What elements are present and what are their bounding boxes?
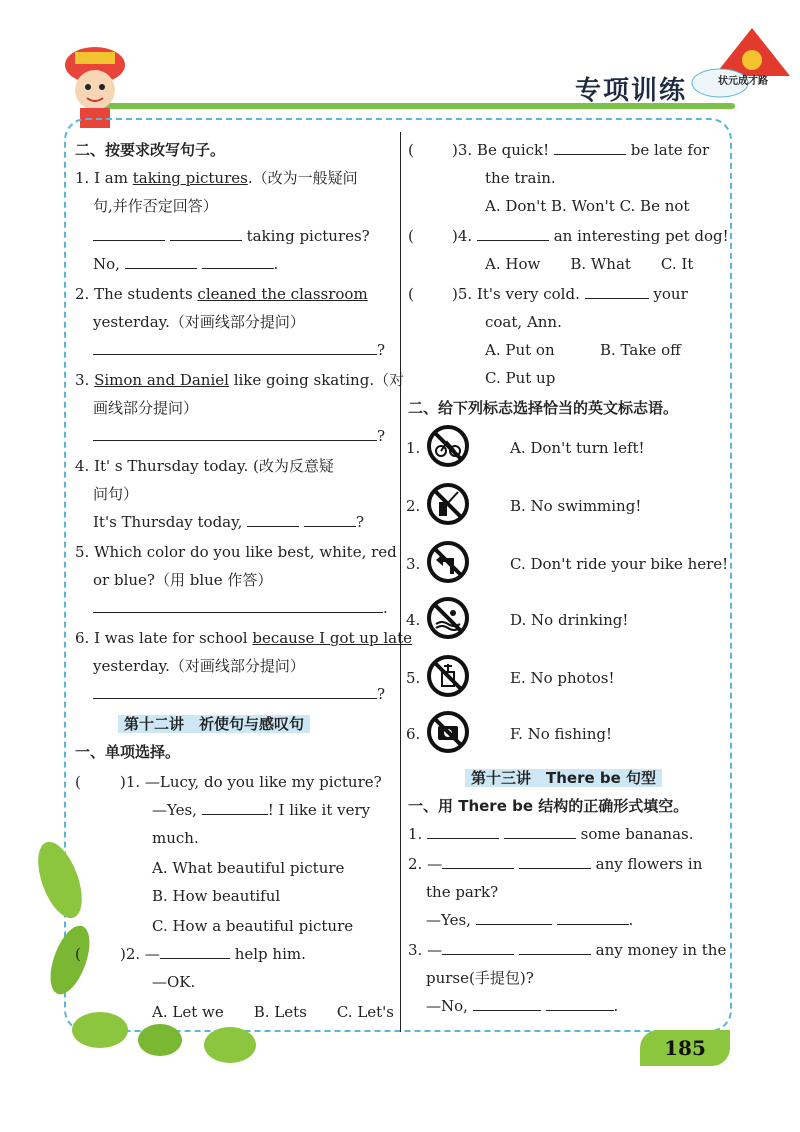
lesson12-banner: 第十二讲 祈使句与感叹句 bbox=[118, 710, 310, 738]
sign-number: 4. bbox=[406, 611, 421, 629]
mc3-question: )3. Be quick! be late for bbox=[452, 136, 709, 164]
fill2-answer: —Yes, . bbox=[426, 906, 633, 934]
blank[interactable] bbox=[93, 424, 377, 441]
q6-line2: yesterday.（对画线部分提问） bbox=[93, 657, 305, 675]
blank[interactable] bbox=[442, 938, 514, 955]
q5-line2: or blue?（用 blue 作答） bbox=[93, 571, 273, 589]
mc1-line3: much. bbox=[152, 829, 199, 847]
no-photos-sign-icon bbox=[426, 710, 470, 754]
mc5-question: )5. It's very cold. your bbox=[452, 280, 688, 308]
blank[interactable] bbox=[554, 138, 626, 155]
lesson13-banner: 第十三讲 There be 句型 bbox=[465, 764, 662, 792]
fill3-line2: purse(手提包)? bbox=[426, 969, 534, 987]
mc4-options[interactable]: A. How B. What C. It bbox=[485, 255, 694, 273]
q2-line2: yesterday.（对画线部分提问） bbox=[93, 313, 305, 331]
logo-text: 状元成才路 bbox=[718, 76, 768, 87]
blank[interactable] bbox=[473, 994, 541, 1011]
sign-number: 2. bbox=[406, 497, 421, 515]
fill3: 3. — any money in the bbox=[408, 936, 726, 964]
blank[interactable] bbox=[519, 852, 591, 869]
page-header-title: 专项训练 bbox=[575, 76, 688, 106]
sign-number: 5. bbox=[406, 669, 421, 687]
mc2-options[interactable]: A. Let we B. Lets C. Let's bbox=[152, 1003, 395, 1021]
q6-answer: ? bbox=[93, 680, 385, 708]
q5-answer: . bbox=[93, 594, 388, 622]
sign-number: 3. bbox=[406, 555, 421, 573]
mc4-paren: ( bbox=[408, 227, 414, 245]
blank[interactable] bbox=[125, 252, 197, 269]
sign-label: E. No photos! bbox=[510, 669, 615, 687]
right-section2-title: 二、给下列标志选择恰当的英文标志语。 bbox=[408, 399, 679, 417]
mascot-illustration bbox=[55, 40, 135, 130]
no-fishing-sign-icon bbox=[426, 482, 470, 526]
blank[interactable] bbox=[93, 338, 377, 355]
mc5-line2: coat, Ann. bbox=[485, 313, 562, 331]
mc2-line2: —OK. bbox=[152, 973, 196, 991]
fill2: 2. — any flowers in bbox=[408, 850, 702, 878]
fill1: 1. some bananas. bbox=[408, 820, 693, 848]
mc1-option-c[interactable]: C. How a beautiful picture bbox=[152, 917, 354, 935]
sign-label: F. No fishing! bbox=[510, 725, 612, 743]
q1-answer1: taking pictures? bbox=[93, 222, 370, 250]
blank[interactable] bbox=[427, 822, 499, 839]
blank[interactable] bbox=[202, 798, 268, 815]
blank[interactable] bbox=[477, 224, 549, 241]
q4-line2: 问句） bbox=[93, 485, 139, 503]
blank[interactable] bbox=[585, 282, 649, 299]
q3-line2: 画线部分提问） bbox=[93, 399, 199, 417]
blank[interactable] bbox=[557, 908, 629, 925]
mc5-option-c[interactable]: C. Put up bbox=[485, 369, 556, 387]
fill3-answer: —No, . bbox=[426, 992, 618, 1020]
q3-line1: 3. Simon and Daniel like going skating.（对 bbox=[75, 371, 405, 389]
blank[interactable] bbox=[202, 252, 274, 269]
q1-line2: 句,并作否定回答） bbox=[93, 197, 218, 215]
blank[interactable] bbox=[93, 596, 383, 613]
mc4-question: )4. an interesting pet dog! bbox=[452, 222, 729, 250]
q1-line1: 1. I am taking pictures.（改为一般疑问 bbox=[75, 169, 358, 187]
mc1-paren: ( bbox=[75, 773, 81, 791]
sign-number: 1. bbox=[406, 439, 421, 457]
blank[interactable] bbox=[546, 994, 614, 1011]
blank[interactable] bbox=[160, 942, 230, 959]
blank[interactable] bbox=[170, 224, 242, 241]
no-drinking-sign-icon bbox=[426, 654, 470, 698]
blank[interactable] bbox=[504, 822, 576, 839]
q2-line1: 2. The students cleaned the classroom bbox=[75, 285, 368, 303]
q4-answer: It's Thursday today, ? bbox=[93, 508, 364, 536]
mc5-paren: ( bbox=[408, 285, 414, 303]
mc3-paren: ( bbox=[408, 141, 414, 159]
sign-label: C. Don't ride your bike here! bbox=[510, 555, 729, 573]
no-swimming-sign-icon bbox=[426, 596, 470, 640]
mc2-question: )2. — help him. bbox=[120, 940, 306, 968]
sign-label: D. No drinking! bbox=[510, 611, 629, 629]
mc1-question: )1. —Lucy, do you like my picture? bbox=[120, 773, 382, 791]
q5-line1: 5. Which color do you like best, white, red bbox=[75, 543, 397, 561]
mc3-line2: the train. bbox=[485, 169, 556, 187]
right-section1-title: 一、用 There be 结构的正确形式填空。 bbox=[408, 797, 689, 815]
page-number: 185 bbox=[640, 1030, 730, 1066]
blank[interactable] bbox=[247, 510, 299, 527]
mc5-option-a[interactable]: A. Put on bbox=[485, 341, 555, 359]
logo-illustration bbox=[690, 28, 790, 108]
blank[interactable] bbox=[476, 908, 552, 925]
mc1-option-b[interactable]: B. How beautiful bbox=[152, 887, 281, 905]
mc1-line2: —Yes, ! I like it very bbox=[152, 796, 370, 824]
q1-answer2: No, . bbox=[93, 250, 278, 278]
sign-label: A. Don't turn left! bbox=[510, 439, 645, 457]
blank[interactable] bbox=[304, 510, 356, 527]
mc2-paren: ( bbox=[75, 945, 81, 963]
no-left-turn-sign-icon bbox=[426, 540, 470, 584]
blank[interactable] bbox=[93, 224, 165, 241]
mc1-option-a[interactable]: A. What beautiful picture bbox=[152, 859, 345, 877]
mc3-options[interactable]: A. Don't B. Won't C. Be not bbox=[485, 197, 690, 215]
left-section1-title: 一、单项选择。 bbox=[75, 743, 181, 761]
column-divider bbox=[400, 132, 401, 1032]
blank[interactable] bbox=[93, 682, 377, 699]
q6-line1: 6. I was late for school because I got up late bbox=[75, 629, 412, 647]
blank[interactable] bbox=[519, 938, 591, 955]
q4-line1: 4. It' s Thursday today. (改为反意疑 bbox=[75, 457, 334, 475]
q3-answer: ? bbox=[93, 422, 385, 450]
sign-label: B. No swimming! bbox=[510, 497, 642, 515]
q2-answer: ? bbox=[93, 336, 385, 364]
blank[interactable] bbox=[442, 852, 514, 869]
fill2-line2: the park? bbox=[426, 883, 499, 901]
mc5-option-b[interactable]: B. Take off bbox=[600, 341, 681, 359]
no-bike-sign-icon bbox=[426, 424, 470, 468]
left-section2-title: 二、按要求改写句子。 bbox=[75, 141, 226, 159]
sign-number: 6. bbox=[406, 725, 421, 743]
